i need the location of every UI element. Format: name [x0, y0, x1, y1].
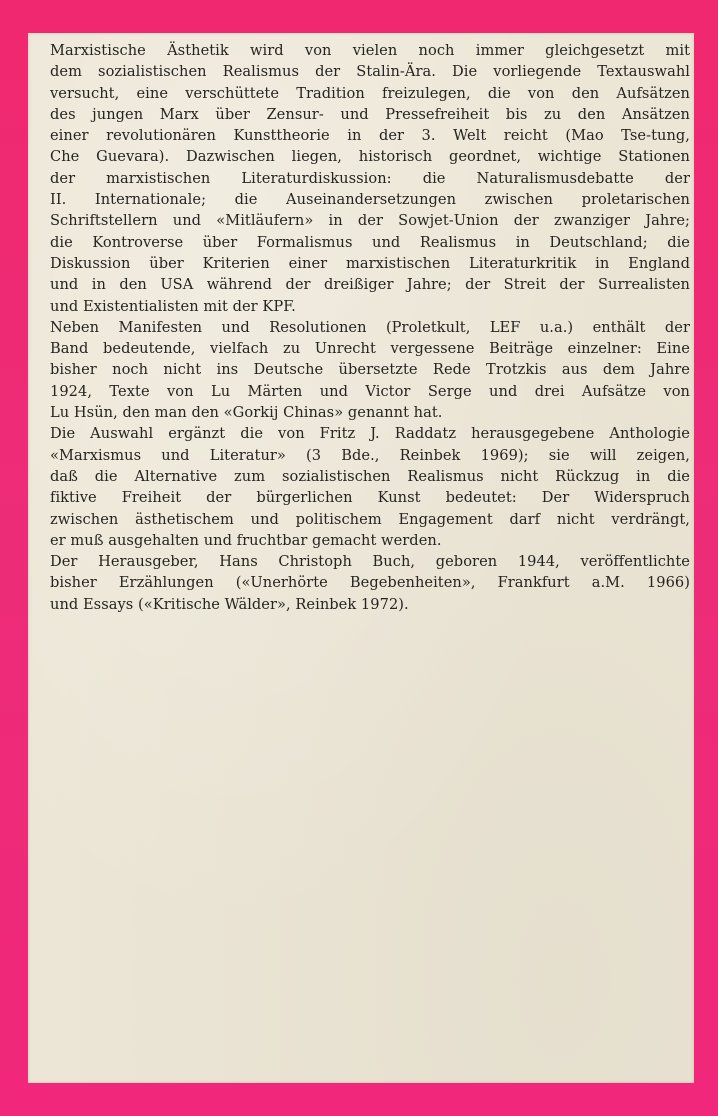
text-line: Diskussion über Kriterien einer marxistischen Literaturkritik in England	[50, 254, 690, 272]
text-line: dem sozialistischen Realismus der Stalin-Ära. Die vorliegende Textauswahl	[50, 63, 690, 81]
text-line: er muß ausgehalten und fruchtbar gemacht werden.	[50, 531, 442, 549]
text-line: Marxistische Ästhetik wird von vielen noch immer gleichgesetzt mit	[50, 42, 690, 59]
text-line: und Essays («Kritische Wälder», Reinbek 1972).	[50, 595, 409, 613]
text-line: II. Internationale; die Auseinandersetzungen zwischen proletarischen	[50, 191, 690, 209]
text-line: Lu Hsün, den man den «Gorkij Chinas» genannt hat.	[50, 404, 443, 422]
text-line: Die Auswahl ergänzt die von Fritz J. Raddatz herausgegebene Anthologie	[50, 425, 690, 443]
text-line: Neben Manifesten und Resolutionen (Proletkult, LEF u.a.) enthält der	[50, 318, 690, 336]
text-line: Der Herausgeber, Hans Christoph Buch, geboren 1944, veröffentlichte	[50, 553, 690, 571]
text-line: Che Guevara). Dazwischen liegen, historisch geordnet, wichtige Stationen	[50, 148, 690, 166]
paragraph-intro	[50, 40, 690, 317]
text-line: und in den USA während der dreißiger Jahre; der Streit der Surrealisten	[50, 276, 690, 294]
back-cover-paper	[28, 33, 694, 1083]
text-line: «Marxismus und Literatur» (3 Bde., Reinbek 1969); sie will zeigen,	[50, 446, 690, 464]
text-line: 1924, Texte von Lu Märten und Victor Serge und drei Aufsätze von	[50, 382, 690, 400]
paragraph-contents	[50, 317, 690, 423]
text-line: bisher Erzählungen («Unerhörte Begebenheiten», Frankfurt a.M. 1966)	[50, 574, 690, 592]
text-line: und Existentialisten mit der KPF.	[50, 297, 296, 315]
text-line: versucht, eine verschüttete Tradition freizulegen, die von den Aufsätzen	[50, 84, 690, 102]
text-line: Band bedeutende, vielfach zu Unrecht vergessene Beiträge einzelner: Eine	[50, 340, 690, 358]
text-line: zwischen ästhetischem und politischem Engagement darf nicht verdrängt,	[50, 510, 690, 528]
paragraph-purpose	[50, 423, 690, 551]
paragraph-editor	[50, 551, 690, 615]
text-line: Schriftstellern und «Mitläufern» in der Sowjet-Union der zwanziger Jahre;	[50, 212, 690, 230]
text-line: daß die Alternative zum sozialistischen Realismus nicht Rückzug in die	[50, 467, 690, 485]
text-line: der marxistischen Literaturdiskussion: die Naturalismusdebatte der	[50, 169, 690, 187]
text-line: einer revolutionären Kunsttheorie in der 3. Welt reicht (Mao Tse-tung,	[50, 127, 690, 145]
text-line: bisher noch nicht ins Deutsche übersetzte Rede Trotzkis aus dem Jahre	[50, 361, 690, 379]
blurb-text	[50, 40, 690, 615]
text-line: des jungen Marx über Zensur- und Pressefreiheit bis zu den Ansätzen	[50, 105, 690, 123]
text-line: fiktive Freiheit der bürgerlichen Kunst bedeutet: Der Widerspruch	[50, 489, 690, 507]
text-line: die Kontroverse über Formalismus und Realismus in Deutschland; die	[50, 233, 690, 251]
